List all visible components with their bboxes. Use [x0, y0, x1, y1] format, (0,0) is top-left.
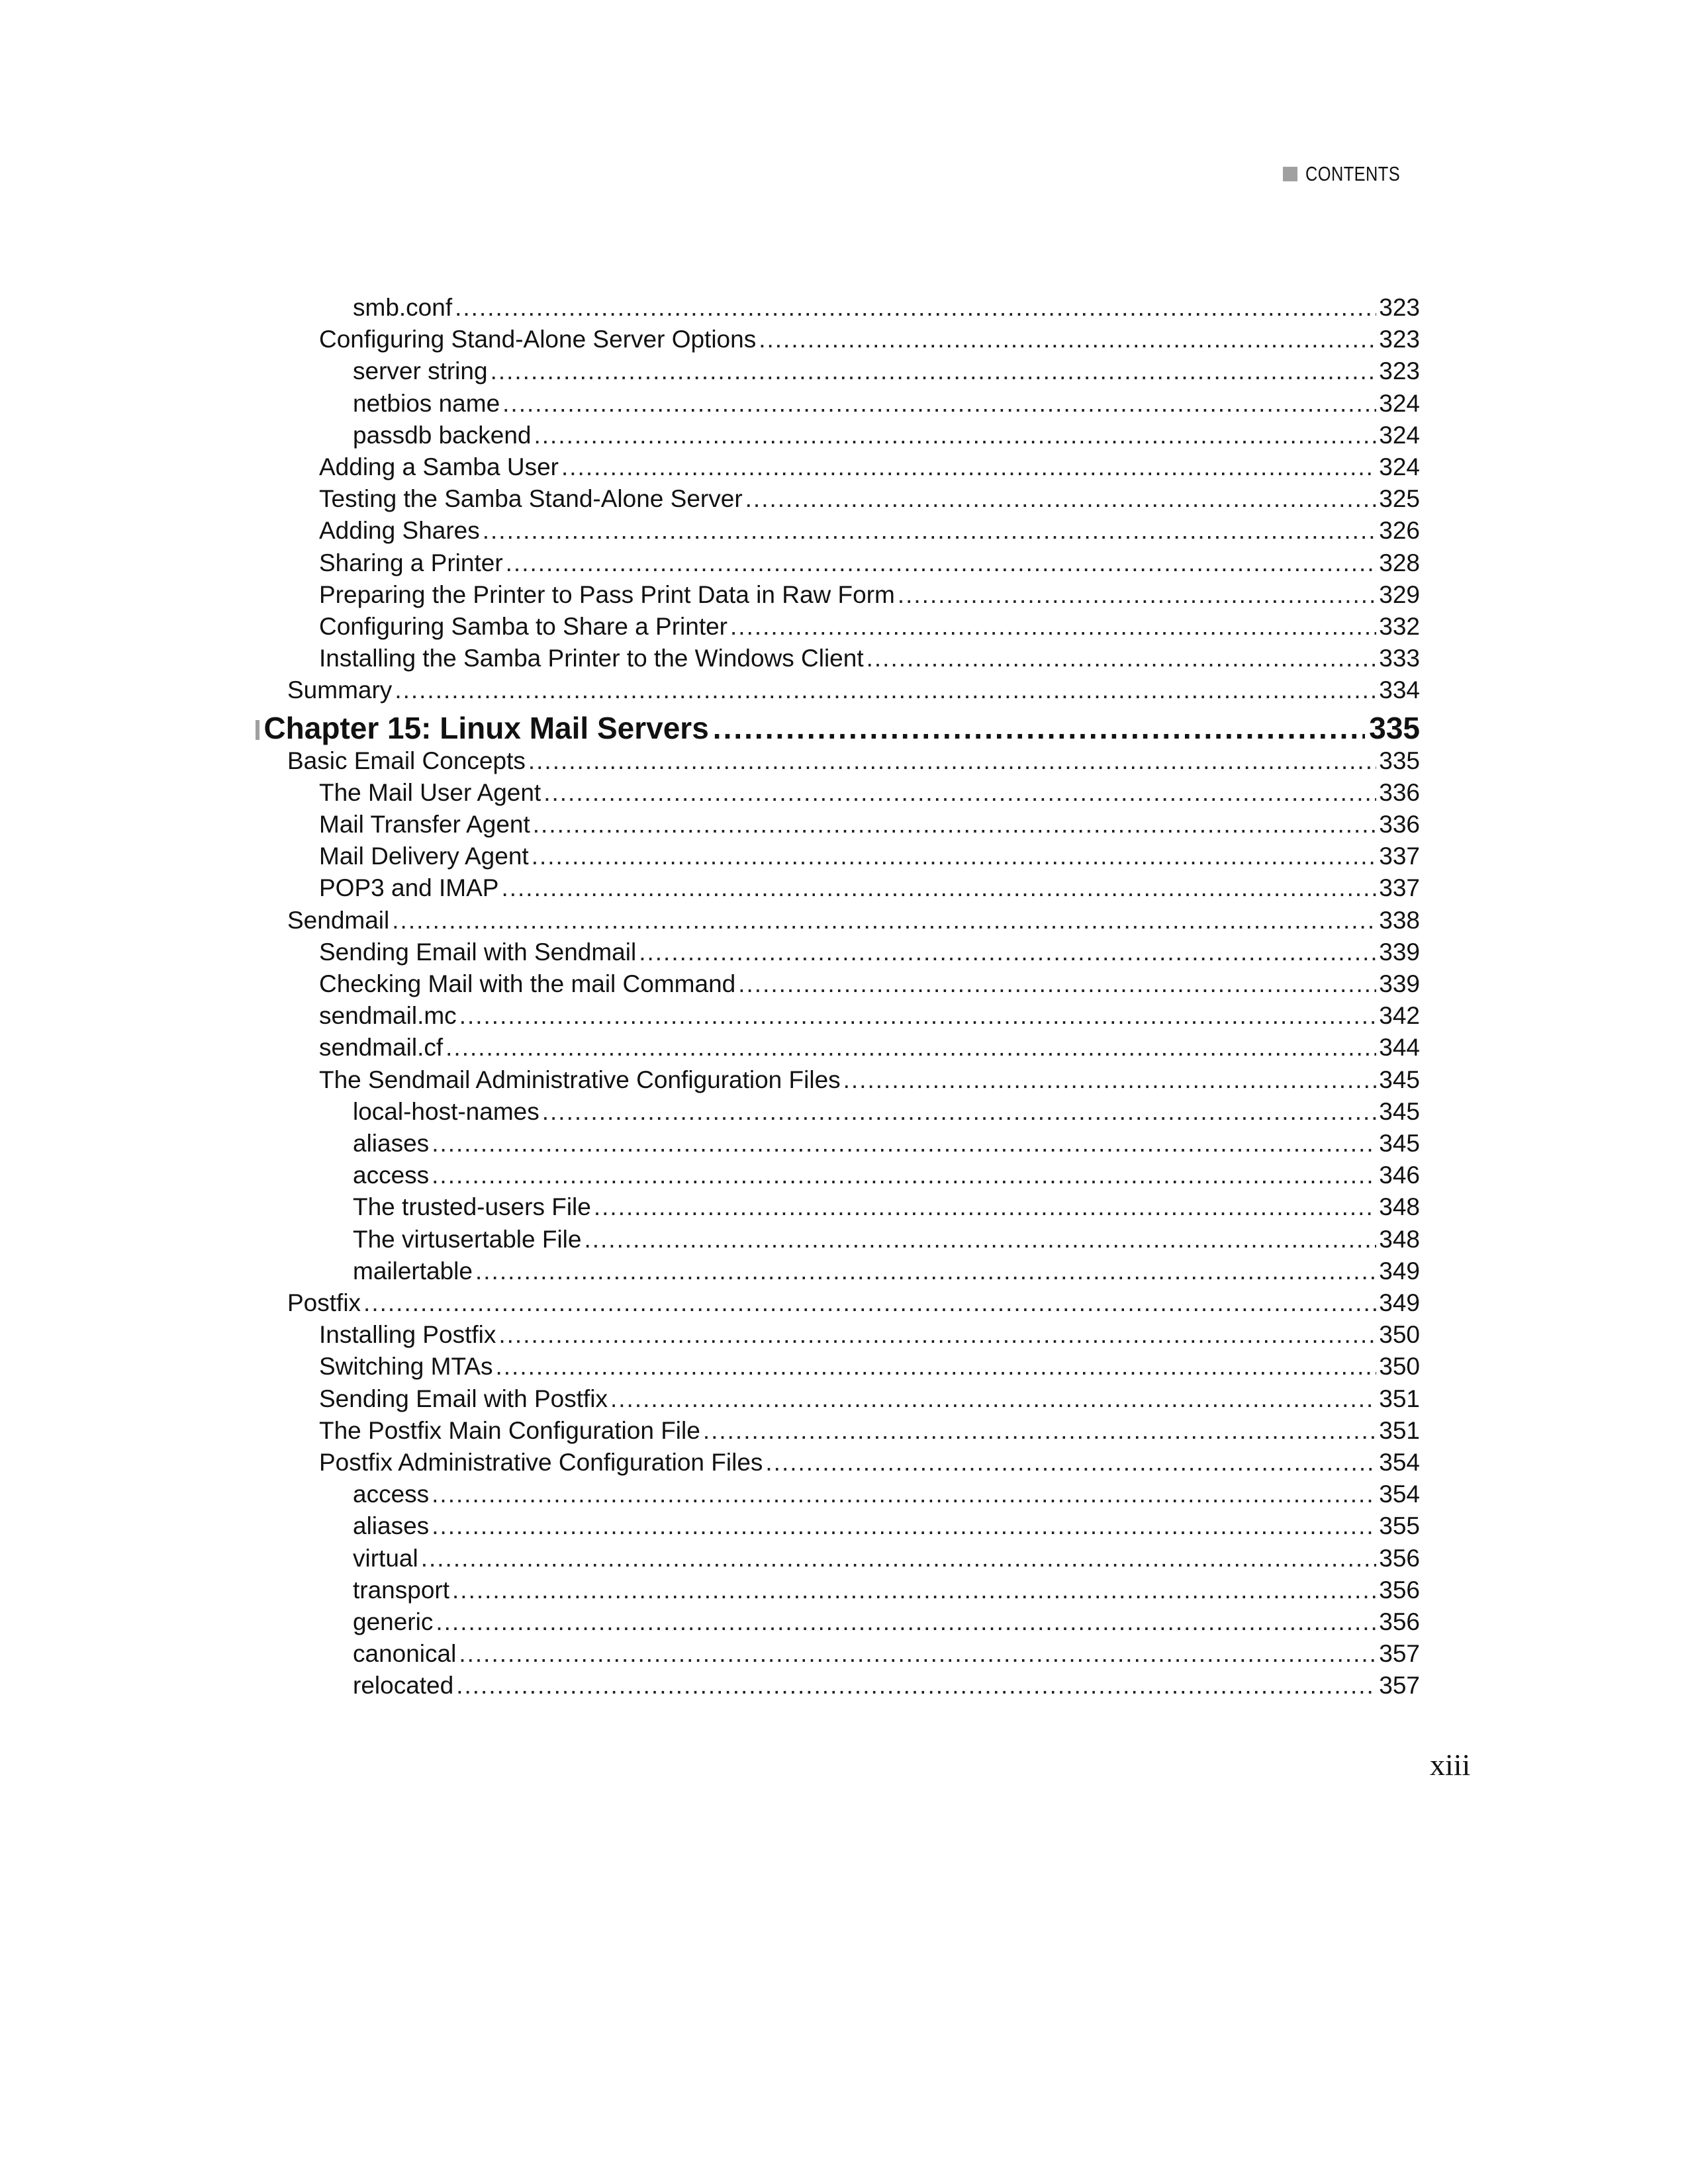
dot-leader: [501, 874, 1376, 902]
toc-entry: [287, 907, 1420, 938]
toc-entry-page: 349: [1379, 1257, 1420, 1285]
toc-entry-title: access: [353, 1480, 430, 1508]
dot-leader: [459, 1640, 1376, 1668]
toc-entry-title: Postfix Administrative Configuration Files: [319, 1449, 763, 1476]
toc-entry-page: 357: [1379, 1640, 1420, 1668]
toc-entry-title: transport: [353, 1576, 450, 1604]
dot-leader: [765, 1449, 1376, 1477]
toc-entry: [353, 1257, 1420, 1289]
toc-entry-title: Mail Transfer Agent: [319, 811, 530, 838]
dot-leader: [363, 1289, 1376, 1317]
dot-leader: [610, 1385, 1376, 1413]
dot-leader: [506, 549, 1377, 577]
toc-entry-page: 339: [1379, 970, 1420, 997]
toc-entry-title: canonical: [353, 1640, 457, 1668]
toc-entry-page: 336: [1379, 811, 1420, 838]
dot-leader: [502, 390, 1376, 418]
running-header: [1283, 161, 1421, 187]
dot-leader: [475, 1257, 1376, 1285]
toc-entry-page: 350: [1379, 1353, 1420, 1381]
toc-entry-page: 333: [1379, 645, 1420, 672]
dot-leader: [867, 645, 1377, 672]
toc-entry-title: Adding a Samba User: [319, 453, 559, 480]
dot-leader: [432, 1130, 1376, 1158]
toc-entry-page: 346: [1379, 1161, 1420, 1189]
toc-entry: [319, 1002, 1420, 1034]
toc-entry: [353, 1161, 1420, 1193]
dot-leader: [759, 326, 1376, 353]
toc-entry-page: 351: [1379, 1416, 1420, 1444]
toc-entry: [353, 390, 1420, 422]
toc-entry: [319, 1321, 1420, 1353]
toc-entry-page: 324: [1379, 421, 1420, 449]
dot-leader: [459, 1002, 1377, 1030]
toc-entry-page: 344: [1379, 1034, 1420, 1062]
toc-entry: [353, 294, 1420, 326]
toc-entry: [353, 1193, 1420, 1225]
toc-entry-page: 349: [1379, 1289, 1420, 1316]
toc-entry-title: netbios name: [353, 389, 500, 417]
toc-entry: [319, 613, 1420, 645]
toc-entry: [319, 938, 1420, 970]
dot-leader: [392, 907, 1376, 934]
dot-leader: [745, 485, 1377, 513]
dot-leader: [456, 1672, 1376, 1700]
toc-entry-page: 354: [1379, 1449, 1420, 1476]
dot-leader: [432, 1512, 1376, 1540]
toc-entry-page: 337: [1379, 874, 1420, 902]
dot-leader: [584, 1226, 1376, 1253]
dot-leader: [843, 1066, 1377, 1094]
toc-entry-title: Basic Email Concepts: [287, 747, 526, 774]
toc-entry-title: Summary: [287, 676, 393, 704]
dot-leader: [543, 779, 1376, 807]
toc-entry-title: Sendmail: [287, 906, 390, 934]
dot-leader: [436, 1608, 1376, 1636]
toc-entry: [319, 842, 1420, 874]
dot-leader: [395, 676, 1376, 704]
dot-leader: [498, 1321, 1376, 1349]
toc-entry-page: 323: [1379, 326, 1420, 353]
toc-entry-title: server string: [353, 357, 488, 385]
toc-entry-page: 324: [1379, 453, 1420, 480]
page-number: xiii: [1430, 1748, 1471, 1782]
toc-entry: [319, 517, 1420, 549]
toc-entry-title: sendmail.mc: [319, 1002, 457, 1030]
toc-entry-page: 356: [1379, 1608, 1420, 1635]
toc-entry: [319, 1449, 1420, 1480]
chapter-heading: [256, 710, 1420, 750]
toc-entry-title: sendmail.cf: [319, 1034, 444, 1062]
toc-entry: [353, 422, 1420, 453]
toc-entry-page: 354: [1379, 1480, 1420, 1508]
toc-entry-page: 356: [1379, 1576, 1420, 1604]
toc-entry: [353, 1545, 1420, 1576]
dot-leader: [534, 422, 1376, 449]
toc-entry-title: Switching MTAs: [319, 1353, 493, 1381]
toc-entry-title: mailertable: [353, 1257, 473, 1285]
toc-entry: [319, 1417, 1420, 1449]
toc-entry: [353, 1640, 1420, 1672]
toc-entry: [353, 1672, 1420, 1704]
toc-entry-title: passdb backend: [353, 421, 532, 449]
toc-entry: [353, 1098, 1420, 1130]
dot-leader: [528, 747, 1376, 775]
toc-entry-page: 338: [1379, 906, 1420, 934]
dot-leader: [491, 357, 1377, 385]
dot-leader: [432, 1480, 1376, 1508]
toc-entry: [319, 1385, 1420, 1417]
toc-entry-page: 336: [1379, 778, 1420, 806]
toc-entry-page: 356: [1379, 1544, 1420, 1572]
toc-entry-title: Postfix: [287, 1289, 361, 1316]
toc-entry-title: Checking Mail with the mail Command: [319, 970, 736, 997]
toc-entry-page: 345: [1379, 1130, 1420, 1157]
toc-entry-page: 339: [1379, 938, 1420, 966]
chapter-page: 335: [1369, 710, 1420, 745]
toc-entry: [319, 549, 1420, 581]
dot-leader: [594, 1193, 1376, 1221]
header-label: CONTENTS: [1305, 162, 1400, 185]
dot-leader: [455, 294, 1376, 322]
toc-entry-page: 323: [1379, 294, 1420, 321]
toc-entry: [353, 1226, 1420, 1257]
toc-entry: [319, 1353, 1420, 1385]
toc-entry: [353, 1576, 1420, 1608]
toc-entry-page: 348: [1379, 1193, 1420, 1221]
toc-entry: [319, 1034, 1420, 1066]
dot-leader: [738, 970, 1376, 998]
dot-leader: [898, 581, 1376, 609]
toc-entry-title: The Sendmail Administrative Configuration Files: [319, 1066, 841, 1093]
toc-entry: [353, 1512, 1420, 1544]
toc-entry: [319, 645, 1420, 676]
dot-leader: [483, 517, 1377, 545]
dot-leader: [713, 710, 1365, 746]
toc-entry: [319, 326, 1420, 357]
toc-entry-title: virtual: [353, 1544, 418, 1572]
toc-entry-title: generic: [353, 1608, 434, 1635]
toc-entry-page: 324: [1379, 389, 1420, 417]
toc-entry-page: 342: [1379, 1002, 1420, 1030]
toc-entry-page: 357: [1379, 1672, 1420, 1700]
toc-entry-title: relocated: [353, 1672, 454, 1700]
toc-entry-page: 350: [1379, 1321, 1420, 1349]
toc-entry-page: 332: [1379, 613, 1420, 640]
toc-entry-page: 345: [1379, 1066, 1420, 1093]
dot-leader: [496, 1353, 1377, 1381]
toc-entry-page: 348: [1379, 1225, 1420, 1253]
toc-entry-page: 323: [1379, 357, 1420, 385]
toc-entry-title: Preparing the Printer to Pass Print Data in Raw Form: [319, 580, 895, 608]
toc-entry: [319, 874, 1420, 906]
toc-entry-title: Testing the Samba Stand-Alone Server: [319, 485, 743, 513]
toc-entry-title: Installing the Samba Printer to the Windows Client: [319, 645, 864, 672]
toc-entry-page: 325: [1379, 485, 1420, 513]
toc-entry: [287, 1289, 1420, 1321]
toc-entry-page: 351: [1379, 1385, 1420, 1412]
dot-leader: [533, 811, 1377, 839]
toc-entry-page: 337: [1379, 842, 1420, 870]
header-square-icon: [1283, 167, 1297, 181]
dot-leader: [639, 938, 1376, 966]
toc-entry-title: Sharing a Printer: [319, 549, 503, 576]
toc-entry-title: POP3 and IMAP: [319, 874, 499, 902]
dot-leader: [561, 453, 1376, 481]
toc-entry: [319, 779, 1420, 811]
toc-entry-page: 355: [1379, 1512, 1420, 1540]
toc-entry-page: 334: [1379, 676, 1420, 704]
toc-entry-title: The Mail User Agent: [319, 778, 541, 806]
toc-entry: [319, 1066, 1420, 1098]
toc-entry-title: smb.conf: [353, 294, 453, 321]
dot-leader: [445, 1034, 1376, 1062]
dot-leader: [532, 842, 1377, 870]
toc-entry: [319, 453, 1420, 485]
toc-entry-title: The virtusertable File: [353, 1225, 582, 1253]
chapter-title: Chapter 15: Linux Mail Servers: [263, 710, 709, 745]
toc-entry-page: 326: [1379, 517, 1420, 545]
chapter-square-icon: [256, 720, 259, 740]
toc-entry-title: Sending Email with Postfix: [319, 1385, 608, 1412]
toc-entry: [287, 747, 1420, 779]
toc-entry-title: aliases: [353, 1130, 430, 1157]
toc-entry: [319, 811, 1420, 842]
dot-leader: [703, 1417, 1376, 1445]
toc-entry-title: aliases: [353, 1512, 430, 1540]
toc-entry-title: The Postfix Main Configuration File: [319, 1416, 700, 1444]
toc-entry: [319, 581, 1420, 613]
toc-entry-title: Installing Postfix: [319, 1321, 496, 1349]
dot-leader: [452, 1576, 1376, 1604]
toc-entry-title: Configuring Stand-Alone Server Options: [319, 326, 757, 353]
toc-entry: [353, 357, 1420, 389]
toc-entry-title: Adding Shares: [319, 517, 480, 545]
toc-entry: [353, 1480, 1420, 1512]
toc-entry-page: 328: [1379, 549, 1420, 576]
toc-entry: [353, 1130, 1420, 1161]
toc-entry: [287, 676, 1420, 708]
toc-entry: [319, 970, 1420, 1002]
toc-entry-title: Configuring Samba to Share a Printer: [319, 613, 728, 640]
toc-entry-page: 335: [1379, 747, 1420, 774]
toc-entry: [353, 1608, 1420, 1640]
dot-leader: [432, 1161, 1376, 1189]
toc-entry-title: Sending Email with Sendmail: [319, 938, 637, 966]
toc-entry: [319, 485, 1420, 517]
toc-entry-title: local-host-names: [353, 1097, 539, 1125]
dot-leader: [542, 1098, 1377, 1126]
dot-leader: [730, 613, 1376, 641]
toc-entry-page: 345: [1379, 1097, 1420, 1125]
dot-leader: [421, 1545, 1377, 1572]
toc-entry-title: The trusted-users File: [353, 1193, 591, 1221]
toc-entry-page: 329: [1379, 580, 1420, 608]
toc-entry-title: access: [353, 1161, 430, 1189]
toc-entry-title: Mail Delivery Agent: [319, 842, 529, 870]
